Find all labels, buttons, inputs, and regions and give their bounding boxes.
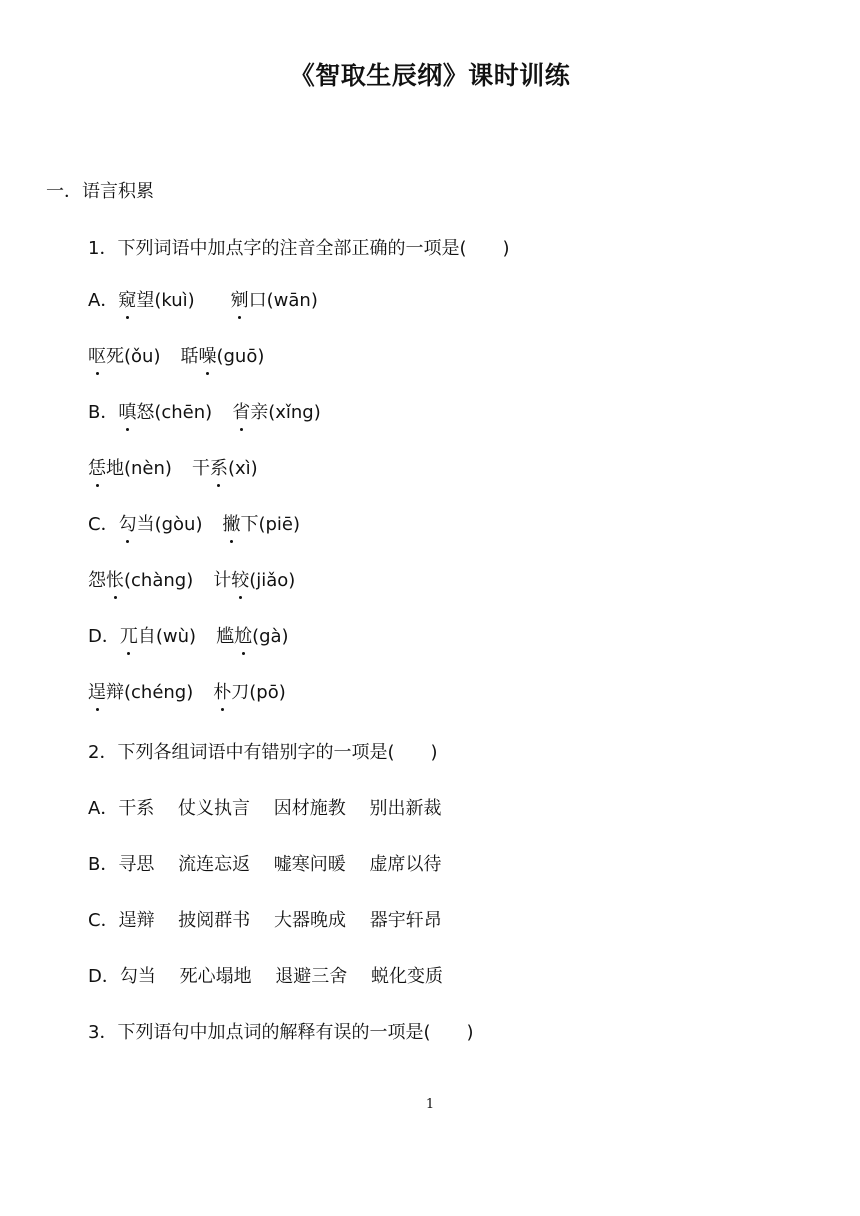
section-heading: 一．语言积累 [46, 181, 154, 202]
word-pre: 计 [213, 570, 232, 591]
dotted-char: 朴 [213, 682, 232, 703]
question-3-stem: 3．下列语句中加点词的解释有误的一项是( ) [88, 1022, 474, 1043]
question-2-option-b: B．寻思 流连忘返 嘘寒问暖 虚席以待 [88, 854, 442, 875]
word-rest: 地(nèn) [106, 458, 172, 479]
dotted-char: 兀 [119, 626, 138, 647]
word-rest: (chàng) [124, 570, 194, 591]
word-pre: 怨 [88, 570, 106, 591]
dotted-char: 噪 [198, 346, 217, 367]
dotted-char: 勾 [118, 514, 137, 535]
question-1-option-b-line1 [88, 401, 321, 425]
word-rest: (jiǎo) [249, 570, 296, 591]
dotted-char: 较 [231, 570, 250, 591]
question-1-stem: 1．下列词语中加点字的注音全部正确的一项是( ) [88, 238, 510, 259]
word-rest: (xì) [227, 458, 258, 479]
dotted-char: 撇 [222, 514, 241, 535]
question-2-option-a: A．干系 仗义执言 因材施教 别出新裁 [88, 798, 442, 819]
word-rest: 死(ǒu) [106, 346, 161, 367]
word-rest: 自(wù) [137, 626, 197, 647]
dotted-char: 逞 [88, 682, 106, 703]
word-rest: 怒(chēn) [136, 402, 213, 423]
word-rest: 望(kuì) [136, 290, 195, 311]
word-rest: (gà) [252, 626, 289, 647]
dotted-char: 怅 [106, 570, 124, 591]
dotted-char: 呕 [88, 346, 106, 367]
question-1-option-d-line2 [88, 681, 286, 705]
option-prefix: C． [88, 514, 119, 535]
dotted-char: 剜 [230, 290, 249, 311]
question-2-option-c: C．逞辩 披阅群书 大器晚成 器宇轩昂 [88, 910, 442, 931]
word-pre: 聒 [180, 346, 199, 367]
dotted-char: 恁 [88, 458, 106, 479]
word-rest: 亲(xǐng) [250, 402, 321, 423]
question-1-option-c-line1 [88, 513, 300, 537]
question-1-option-c-line2 [88, 569, 295, 593]
word-rest: (guō) [216, 346, 265, 367]
word-rest: 口(wān) [248, 290, 318, 311]
dotted-char: 省 [232, 402, 251, 423]
word-rest: 下(piē) [240, 514, 301, 535]
question-2-option-d: D．勾当 死心塌地 退避三舍 蜕化变质 [88, 966, 444, 987]
question-1-option-a-line2 [88, 345, 264, 369]
dotted-char: 系 [209, 458, 228, 479]
page-number: 1 [425, 1097, 435, 1112]
page-title: 《智取生辰纲》课时训练 [289, 61, 571, 90]
word-rest: 辩(chéng) [106, 682, 194, 703]
option-prefix: B． [88, 402, 119, 423]
question-1-option-a-line1 [88, 289, 318, 313]
word-pre: 干 [191, 458, 210, 479]
dotted-char: 尬 [234, 626, 253, 647]
option-prefix: A． [88, 290, 119, 311]
question-1-option-b-line2 [88, 457, 258, 481]
question-1-option-d-line1 [88, 625, 289, 649]
dotted-char: 嗔 [118, 402, 137, 423]
question-2-stem: 2．下列各组词语中有错别字的一项是( ) [88, 742, 438, 763]
word-rest: 当(gòu) [136, 514, 203, 535]
word-pre: 尴 [216, 626, 235, 647]
option-prefix: D． [88, 626, 120, 647]
word-rest: 刀(pō) [231, 682, 286, 703]
dotted-char: 窥 [118, 290, 137, 311]
